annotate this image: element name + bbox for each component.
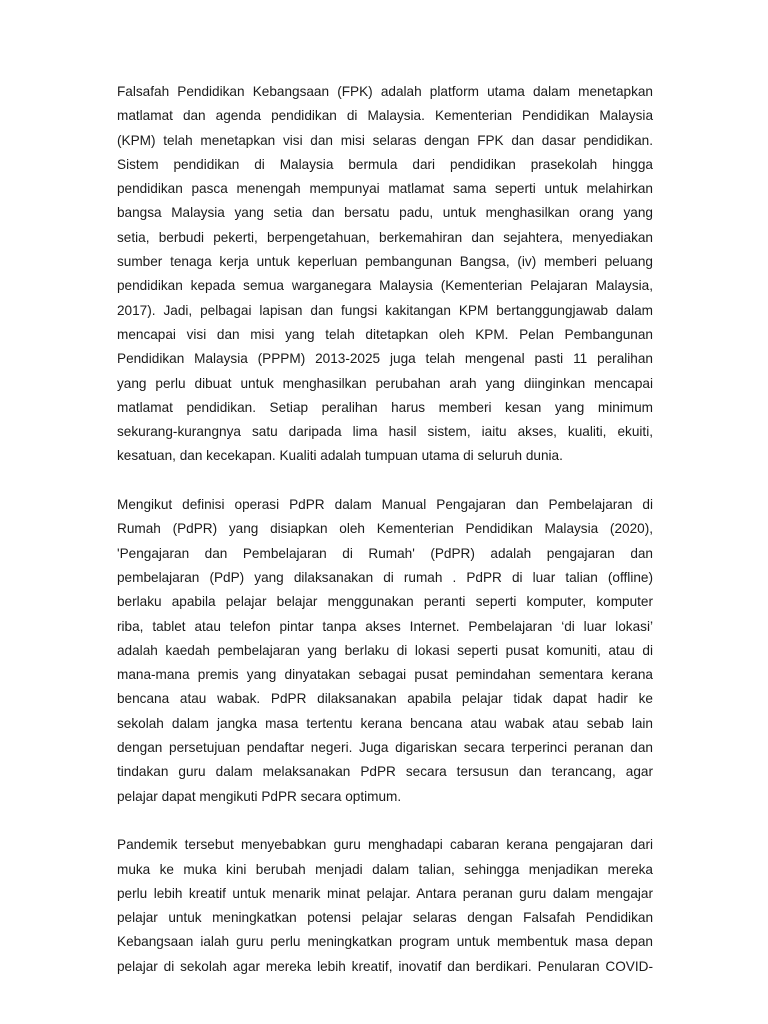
text-line: mana-mana premis yang dinyatakan sebagai pusat pemindahan sementara kerana xyxy=(117,667,653,683)
text-line: bencana atau wabak. PdPR dilaksanakan apabila pelajar tidak dapat hadir ke xyxy=(117,691,653,707)
text-line: sekurang-kurangnya satu daripada lima hasil sistem, iaitu akses, kualiti, ekuiti, xyxy=(117,424,653,440)
text-line: bangsa Malaysia yang setia dan bersatu padu, untuk menghasilkan orang yang xyxy=(117,205,653,221)
paragraph xyxy=(117,80,653,469)
text-line: (KPM) telah menetapkan visi dan misi selaras dengan FPK dan dasar pendidikan. xyxy=(117,132,653,148)
text-line: tindakan guru dalam melaksanakan PdPR secara tersusun dan terancang, agar xyxy=(117,764,653,780)
text-line: Mengikut definisi operasi PdPR dalam Manual Pengajaran dan Pembelajaran di xyxy=(117,497,653,513)
text-line: pembelajaran (PdP) yang dilaksanakan di rumah . PdPR di luar talian (offline) xyxy=(117,569,653,585)
text-line: matlamat pendidikan. Setiap peralihan harus memberi kesan yang minimum xyxy=(117,399,653,415)
text-line: muka ke muka kini berubah menjadi dalam talian, sehingga menjadikan mereka xyxy=(117,861,653,877)
text-line: mencapai visi dan misi yang telah ditetapkan oleh KPM. Pelan Pembangunan xyxy=(117,326,653,342)
text-line: setia, berbudi pekerti, berpengetahuan, berkemahiran dan sejahtera, menyediakan xyxy=(117,229,653,245)
text-line: Kebangsaan ialah guru perlu meningkatkan program untuk membentuk masa depan xyxy=(117,934,653,950)
document-page xyxy=(117,80,653,1003)
text-line: pendidikan kepada semua warganegara Malaysia (Kementerian Pelajaran Malaysia, xyxy=(117,278,653,294)
text-line: Falsafah Pendidikan Kebangsaan (FPK) adalah platform utama dalam menetapkan xyxy=(117,84,653,99)
text-line: sekolah dalam jangka masa tertentu kerana bencana atau wabak atau sebab lain xyxy=(117,715,653,731)
paragraph xyxy=(117,493,653,809)
text-line: adalah kaedah pembelajaran yang berlaku di lokasi seperti pusat komuniti, atau di xyxy=(117,642,653,658)
text-line: Sistem pendidikan di Malaysia bermula dari pendidikan prasekolah hingga xyxy=(117,156,653,172)
text-line: Pandemik tersebut menyebabkan guru menghadapi cabaran kerana pengajaran dari xyxy=(117,837,653,853)
text-line: pelajar untuk meningkatkan potensi pelajar selaras dengan Falsafah Pendidikan xyxy=(117,910,653,926)
text-line: riba, tablet atau telefon pintar tanpa akses Internet. Pembelajaran ‘di luar lokasi’ xyxy=(117,618,653,634)
text-line: 2017). Jadi, pelbagai lapisan dan fungsi kakitangan KPM bertanggungjawab dalam xyxy=(117,302,653,318)
text-line: berlaku apabila pelajar belajar menggunakan peranti seperti komputer, komputer xyxy=(117,594,653,610)
text-line: 'Pengajaran dan Pembelajaran di Rumah' (PdPR) adalah pengajaran dan xyxy=(117,545,653,561)
paragraph xyxy=(117,833,653,979)
text-line: matlamat dan agenda pendidikan di Malaysia. Kementerian Pendidikan Malaysia xyxy=(117,108,653,124)
text-line: Pendidikan Malaysia (PPPM) 2013-2025 juga telah mengenal pasti 11 peralihan xyxy=(117,351,653,367)
text-line: yang perlu dibuat untuk menghasilkan perubahan arah yang diinginkan mencapai xyxy=(117,375,653,391)
text-line: pelajar dapat mengikuti PdPR secara optimum. xyxy=(117,788,402,804)
text-line: kesatuan, dan kecekapan. Kualiti adalah tumpuan utama di seluruh dunia. xyxy=(117,448,563,464)
text-line: perlu lebih kreatif untuk menarik minat pelajar. Antara peranan guru dalam mengajar xyxy=(117,885,653,901)
text-line: pelajar di sekolah agar mereka lebih kreatif, inovatif dan berdikari. Penularan COVID- xyxy=(117,958,653,974)
text-line: pendidikan pasca menengah mempunyai matlamat sama seperti untuk melahirkan xyxy=(117,181,653,197)
text-line: sumber tenaga kerja untuk keperluan pembangunan Bangsa, (iv) memberi peluang xyxy=(117,254,653,270)
text-line: Rumah (PdPR) yang disiapkan oleh Kementerian Pendidikan Malaysia (2020), xyxy=(117,521,653,537)
text-line: dengan persetujuan pendaftar negeri. Juga digariskan secara terperinci peranan dan xyxy=(117,740,653,756)
